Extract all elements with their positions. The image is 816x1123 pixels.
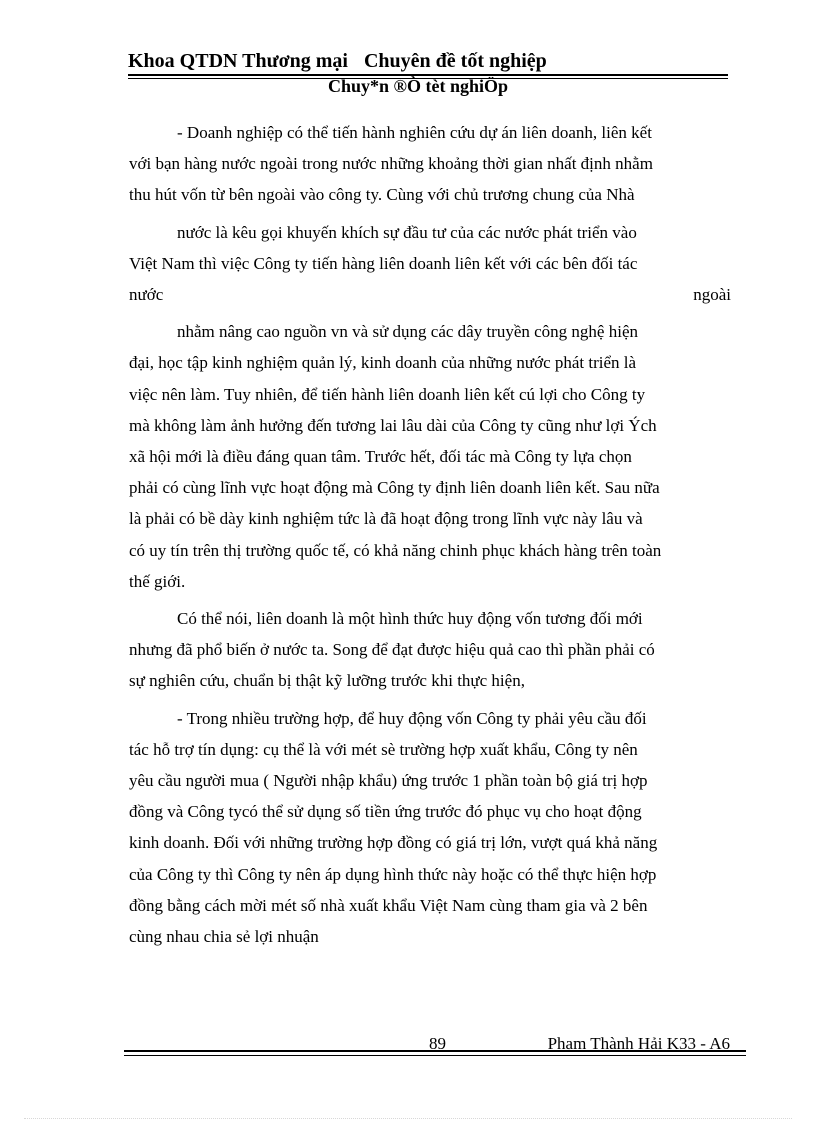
paragraph-line: đại, học tập kinh nghiệm quản lý, kinh doanh của những nước phát triển là [129, 353, 637, 373]
paragraph-line: Việt Nam thì việc Công ty tiến hàng liên doanh liên kết với các bên đối tác [129, 253, 638, 273]
header-faculty: Khoa QTDN Thương mại [128, 50, 348, 72]
footer-author: Phạm Thành Hải K33 - A6 [547, 1034, 730, 1053]
paragraph-line: sự nghiên cứu, chuẩn bị thật kỹ lưỡng trước khi thực hiện, [129, 671, 525, 691]
page-number: 89 [429, 1034, 446, 1053]
paragraph-line: thế giới. [129, 571, 186, 591]
page-header [128, 50, 728, 96]
paragraph-line: là phải có bề dày kinh nghiệm tức là đã hoạt động trong lĩnh vực này lâu và [129, 509, 643, 529]
header-garbled-title: Chuy*n ®Ò tèt nghiÖp [328, 76, 508, 96]
paragraph-line: yêu cầu người mua ( Người nhập khẩu) ứng trước 1 phần toàn bộ giá trị hợp [129, 771, 648, 791]
paragraph-line: Có thể nói, liên doanh là một hình thức huy động vốn tương đối mới [177, 609, 643, 629]
paragraph-line: thu hút vốn từ bên ngoài vào công ty. Cùng với chủ trương chung của Nhà [129, 185, 635, 205]
footer-rule-thin [124, 1055, 746, 1056]
paragraph-line: cùng nhau chia sẻ lợi nhuận [129, 927, 319, 947]
paragraph-line: việc nên làm. Tuy nhiên, để tiến hành liên doanh liên kết cú lợi cho Công ty [129, 384, 646, 404]
paragraph-line: nhưng đã phổ biến ở nước ta. Song để đạt được hiệu quả cao thì phần phải có [129, 640, 655, 660]
paragraph-line: phải có cùng lĩnh vực hoạt động mà Công ty định liên doanh liên kết. Sau nữa [129, 478, 660, 498]
document-body [129, 117, 731, 952]
paragraph-line: đồng bằng cách mời mét số nhà xuất khẩu Việt Nam cùng tham gia và 2 bên [129, 895, 648, 915]
paragraph-line: nhằm nâng cao nguồn vn và sử dụng các dây truyền công nghệ hiện [177, 322, 639, 342]
paragraph-line: với bạn hàng nước ngoài trong nước những khoảng thời gian nhất định nhằm [129, 154, 653, 174]
page-edge-divider [24, 1118, 792, 1119]
paragraph-line: của Công ty thì Công ty nên áp dụng hình thức này hoặc có thể thực hiện hợp [129, 864, 657, 884]
header-title [128, 50, 728, 72]
header-thesis-type: Chuyên đề tốt nghiệp [363, 50, 547, 72]
footer-rule-thick [124, 1050, 746, 1052]
paragraph-line: kinh doanh. Đối với những trường hợp đồng có giá trị lớn, vượt quá khả năng [129, 833, 658, 853]
paragraph-line: tác hỗ trợ tín dụng: cụ thể là với mét sè trường hợp xuất khẩu, Công ty nên [129, 739, 638, 759]
paragraph-line: - Doanh nghiệp có thể tiến hành nghiên cứu dự án liên doanh, liên kết [177, 123, 652, 142]
paragraph-line: có uy tín trên thị trường quốc tế, có khả năng chinh phục khách hàng trên toàn [129, 540, 662, 560]
paragraph-line: - Trong nhiều trường hợp, để huy động vốn Công ty phải yêu cầu đối [177, 708, 647, 728]
split-left-word: nước [129, 285, 164, 305]
split-right-word: ngoài [693, 285, 731, 305]
paragraph-split-line [129, 279, 731, 310]
page-footer [124, 1032, 746, 1062]
paragraph-line: mà không làm ảnh hưởng đến tương lai lâu dài của Công ty cũng như lợi Ých [129, 415, 657, 435]
paragraph-line: xã hội mới là điều đáng quan tâm. Trước hết, đối tác mà Công ty lựa chọn [129, 447, 632, 467]
paragraph-line: nước là kêu gọi khuyến khích sự đầu tư của các nước phát triển vào [177, 222, 637, 242]
paragraph-line: đồng và Công tycó thể sử dụng số tiền ứng trước đó phục vụ cho hoạt động [129, 802, 642, 822]
